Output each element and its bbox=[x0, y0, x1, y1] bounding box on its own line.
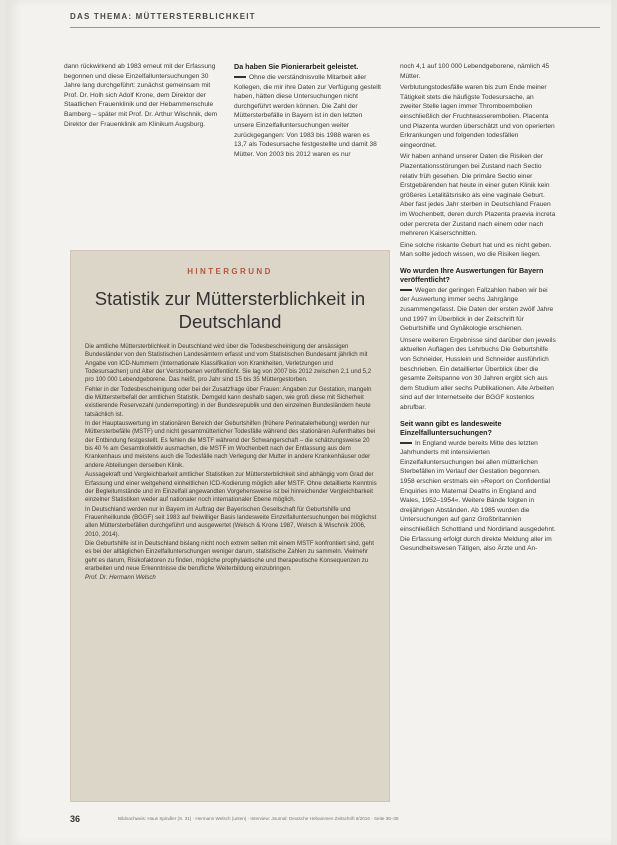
box-body bbox=[85, 343, 377, 584]
box-paragraph: Fehler in der Todesbescheinigung oder bei der Zusatzfrage über Frauen: Angaben zur Gestation, mangeln die Müttersterbefall der amtlichen Statistik. Demgeld kann deshalb sagen, wie groß diese mit Sicherheit existierende Reservezahl (underreporting) in der Bundesrepublik und den einzelnen Bundesländern heute tatsächlich ist. bbox=[85, 385, 372, 418]
box-paragraph: In Deutschland werden nur in Bayern im Auftrag der Bayerischen Gesellschaft für Geburtshilfe und Frauenheilkunde (BGGF) seit 1983 auf freiwilliger Basis landesweite Einzelfalluntersuchungen bei möglichst allen Müttersterbefällen durchgeführt und ausgewertet (Welsch & Krone 1987, Welsch & Wischnik 2006, 2010, 2014). bbox=[85, 505, 377, 538]
page-number: 36 bbox=[70, 814, 81, 824]
paragraph: Eine solche riskante Geburt hat und es nicht geben. Man sollte jedoch wissen, wo die Risiken liegen. bbox=[400, 241, 552, 259]
paragraph: dann rückwirkend ab 1983 erneut mit der Erfassung begonnen und diese Einzelfalluntersuchungen 30 Jahre lang durchgeführt: zunächst gemeinsam mit Prof. Dr. Holh sich Adolf Krone, dem Direktor der Staatlichen Frauenklinik und der Hebammenschule Bamberg – später mit Prof. Dr. Arthur Wischnik, dem Direktor der Frauenklinik am Klinikum Augsburg. bbox=[64, 63, 218, 128]
box-title: Statistik zur Müttersterblichkeit in Deutschland bbox=[94, 288, 366, 332]
paragraph: Ohne die verständnisvolle Mitarbeit aller Kollegen, die mir ihre Daten zur Verfügung gestellt haben, hätten diese Untersuchungen nicht durchgeführt werden können. Die Zahl der Müttersterbefälle in Bayern ist in den letzten unsere Einzelfalluntersuchungen weiter zurückgegangen: Von 1983 bis 1988 waren es 13,7 als Todesursache festgestellte und damit 38 Mütter. Von 2003 bis 2012 waren es nur bbox=[234, 73, 384, 159]
box-paragraph: In der Hauptauswertung im stationären Bereich der Geburtshilfen (frühere Perinatalerhebung) werden nur Müttersterbefälle (MSTF) und nicht gesamtmütterlicher Todesfälle während des stationären Aufenthaltes bei der Entbindung festgestellt. Es fehlen die MSTF während der Schwangerschaft – die schätzungsweise 20 bis 40 % am Gesamtkollektiv ausmachen, die MSTF im Wochenbett nach der Entlassung aus dem Krankenhaus und meistens auch die Todesfälle nach Verlegung der Mutter in andere Krankenhäuser oder andere Abteilungen derselben Klinik. bbox=[85, 420, 376, 469]
paragraph: Unsere weiteren Ergebnisse sind darüber den jeweils aktuellen Auflagen des Lehrbuchs Die Geburtshilfe von Schneider, Husslein und Schneider ausführlich beschrieben. Ein detaillierter Überblick über die gesamte Zeitspanne von 30 Jahren ergibt sich aus dem Studium aller sechs Publikationen. Alle Arbeiten sind auf der Internetseite der BGGF kostenlos abrufbar. bbox=[400, 336, 556, 411]
magazine-page bbox=[6, 0, 611, 845]
box-paragraph: Aussagekraft und Vergleichbarkeit amtlicher Statistiken zur Müttersterblichkeit sind abhängig vom Grad der Erfassung und einer weitgehend einheitlichen ICD-Kodierung möglich aller MSTF. Ohne detaillierte Kenntnis der Begleitumstände und im Einzelfall angewandten Vorgehensweise ist bei hinreichender Vergleichbarkeit einzelner Statistiken weder auf nationaler noch internationaler Ebene möglich. bbox=[85, 471, 377, 504]
box-paragraph: Die Geburtshilfe ist in Deutschland bislang nicht noch extrem selten mit einem MSTF konfrontiert sind, geht es bei der alltäglichen Einzelfallunterschungen weniger darum, statistische Zahlen zu sammeln. Vielmehr geht es darum, Risikofaktoren zu finden, mögliche prophylaktische und therapeutische Konsequenzen zu erarbeiten und neue Erkenntnisse die berufliche Weiterbildung einzubringen. bbox=[85, 539, 374, 572]
question-heading: Wo wurden Ihre Auswertungen für Bayern veröffentlicht? bbox=[400, 265, 544, 284]
paragraph: Wegen der geringen Fallzahlen haben wir bei der Auswertung immer sechs Jahrgänge zusammengefasst. Die Daten der ersten zwölf Jahre und 1997 im Überblick in der Zeitschrift für Geburtshilfe und Gynäkologie erschienen. bbox=[400, 286, 556, 334]
question-heading: Da haben Sie Pionierarbeit geleistet. bbox=[234, 62, 359, 71]
column-3 bbox=[400, 62, 556, 556]
question-heading: Seit wann gibt es landesweite Einzelfalluntersuchungen? bbox=[400, 418, 502, 437]
box-paragraph: Die amtliche Müttersterblichkeit in Deutschland wird über die Todesbescheinigung der ansässigen Bundesländer von den Statistischen Landesämtern erfasst und vom Statistischen Bundesamt jährlich mit Angabe von ICD-Nummern (Internationale Klassifikation von Krankheiten, Verletzungen und Todesursachen) und Alter der Verstorbenen veröffentlicht. Sie lag von 2007 bis 2012 zwischen 2,1 und 5,2 pro 100 000 Lebendgeborene. Das heißt, pro Jahr sind 15 bis 35 Müttergestorben. bbox=[85, 343, 372, 384]
section-title: DAS THEMA: MÜTTERSTERBLICHKEIT bbox=[70, 12, 256, 21]
box-kicker: HINTERGRUND bbox=[187, 267, 273, 276]
paragraph: noch 4,1 auf 100 000 Lebendgeborene, nämlich 45 Mütter. bbox=[400, 63, 550, 80]
column-2 bbox=[234, 62, 384, 161]
paragraph: Verblutungstodesfälle waren bis zum Ende meiner Tätigkeit stets die häufigste Todesursache, an zweiter Stelle lagen immer Thromboembolien einschließlich der Fruchtwasserembolien. Placenta und Plazenta wurden überschätzt und von operierten Erkrankungen und folgenden todesfällen eingeordnet. bbox=[400, 84, 555, 149]
page-footer bbox=[70, 812, 600, 826]
header-rule bbox=[70, 27, 600, 28]
paragraph: Wir haben anhand unserer Daten die Risiken der Plazentationsstörungen bei Zustand nach Sectio relativ früh gesehen. Die primäre Sectio einer Erstgebärenden hat heute in einer guten Klinik kein größeres Letalitätsrisiko als eine vaginale Geburt. Aber fast jedes Jahr sterben in Deutschland Frauen im Wochenbett, deren durch Plazenta praevia increta oder percreta der Zustand nach einem oder nach mehreren Kaiserschnitten. bbox=[400, 153, 556, 238]
column-1 bbox=[64, 62, 218, 131]
background-info-box bbox=[70, 250, 390, 802]
footer-credit: Bildnachweis: Haus Spindler (S. 31) · Hermann Welsch (unten) · Interview: Journal: Deutsche Hebammen Zeitschrift 6/2016 · Seite 36–38 bbox=[118, 816, 399, 821]
box-author: Prof. Dr. Hermann Welsch bbox=[85, 574, 156, 582]
paragraph: In England wurde bereits Mitte des letzten Jahrhunderts mit intensivierten Einzelfalluntersuchungen bei allen mütterlichen Sterbefällen im Verlauf der Gestation begonnen. 1958 erschien erstmals ein »Report on Confidential Enquiries into Maternal Deaths in England and Wales, 1952–1954«. Weitere Bände folgten in dreijährigen Abständen. Ab 1985 wurden die Untersuchungen auf ganz Großbritannien einschließlich Schottland und Nordirland ausgedehnt. Die Erfassung erfolgt durch direkte Meldung aller im Gesundheitswesen Tätigen, also Ärzte und An- bbox=[400, 439, 556, 553]
page-header bbox=[70, 12, 600, 28]
